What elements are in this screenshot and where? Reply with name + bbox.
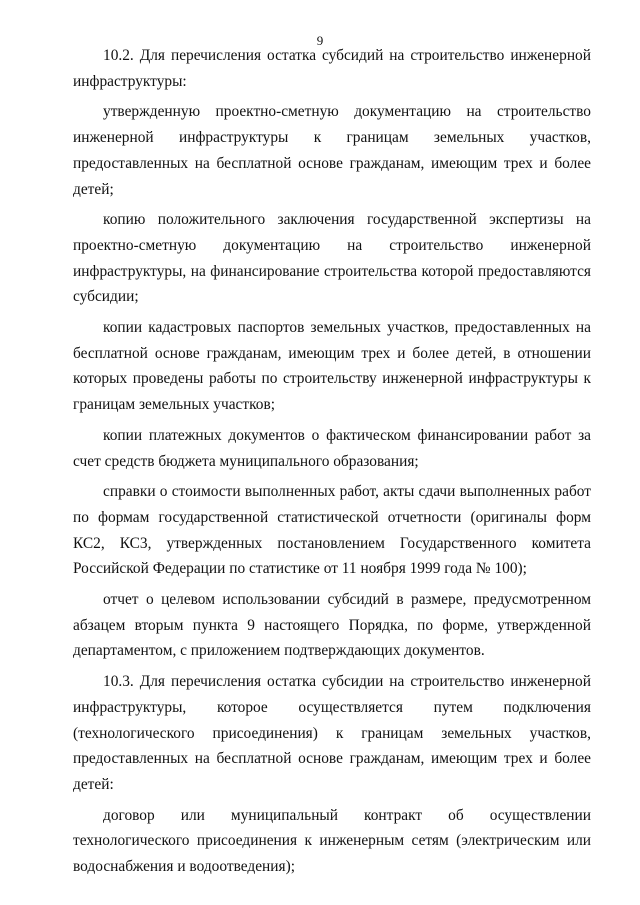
page-number: 9: [316, 33, 324, 48]
paragraph-payment-documents: копии платежных документов о фактическом финансировании работ за счет средств бюджета муниципального образования;: [73, 426, 591, 470]
paragraph-10-2-heading: 10.2. Для перечисления остатка субсидий на строительство инженерной инфраструктуры:: [73, 47, 591, 90]
paragraph-connection-contract: договор или муниципальный контракт об осуществлении технологического присоединения к инженерным сетям (электрическим или водоснабжения и водоотведения);: [73, 806, 591, 876]
paragraph-usage-report: отчет о целевом использовании субсидий в размере, предусмотренном абзацем вторым пункта 9 настоящего Порядка, по форме, утвержденной департаментом, с приложением подтверждающих документов.: [73, 591, 591, 660]
document-body: [73, 43, 591, 880]
paragraph-10-3-heading: 10.3. Для перечисления остатка субсидии на строительство инженерной инфраструктуры, которое осуществляется путем подключения (технологического присоединения) к границам земельных участков, предоставленных на бесплатной основе гражданам, имеющим трех и более детей:: [73, 673, 591, 793]
paragraph-design-documentation: утвержденную проектно-сметную документацию на строительство инженерной инфраструктуры к границам земельных участков, предоставленных на бесплатной основе гражданам, имеющим трех и более детей;: [73, 103, 591, 198]
paragraph-expertise-conclusion: копию положительного заключения государственной экспертизы на проектно-сметную документацию на строительство инженерной инфраструктуры, на финансирование строительства которой предоставляются субсидии;: [73, 211, 591, 306]
paragraph-cost-certificates: справки о стоимости выполненных работ, акты сдачи выполненных работ по формам государственной статистической отчетности (оригиналы форм КС2, КС3, утвержденных постановлением Государственного комитета Российской Федерации по статистике от 11 ноября 1999 года № 100);: [73, 483, 591, 578]
paragraph-cadastral-passports: копии кадастровых паспортов земельных участков, предоставленных на бесплатной основе гражданам, имеющим трех и более детей, в отношении которых проведены работы по строительству инженерной инфраструктуры к границам земельных участков;: [73, 319, 591, 414]
